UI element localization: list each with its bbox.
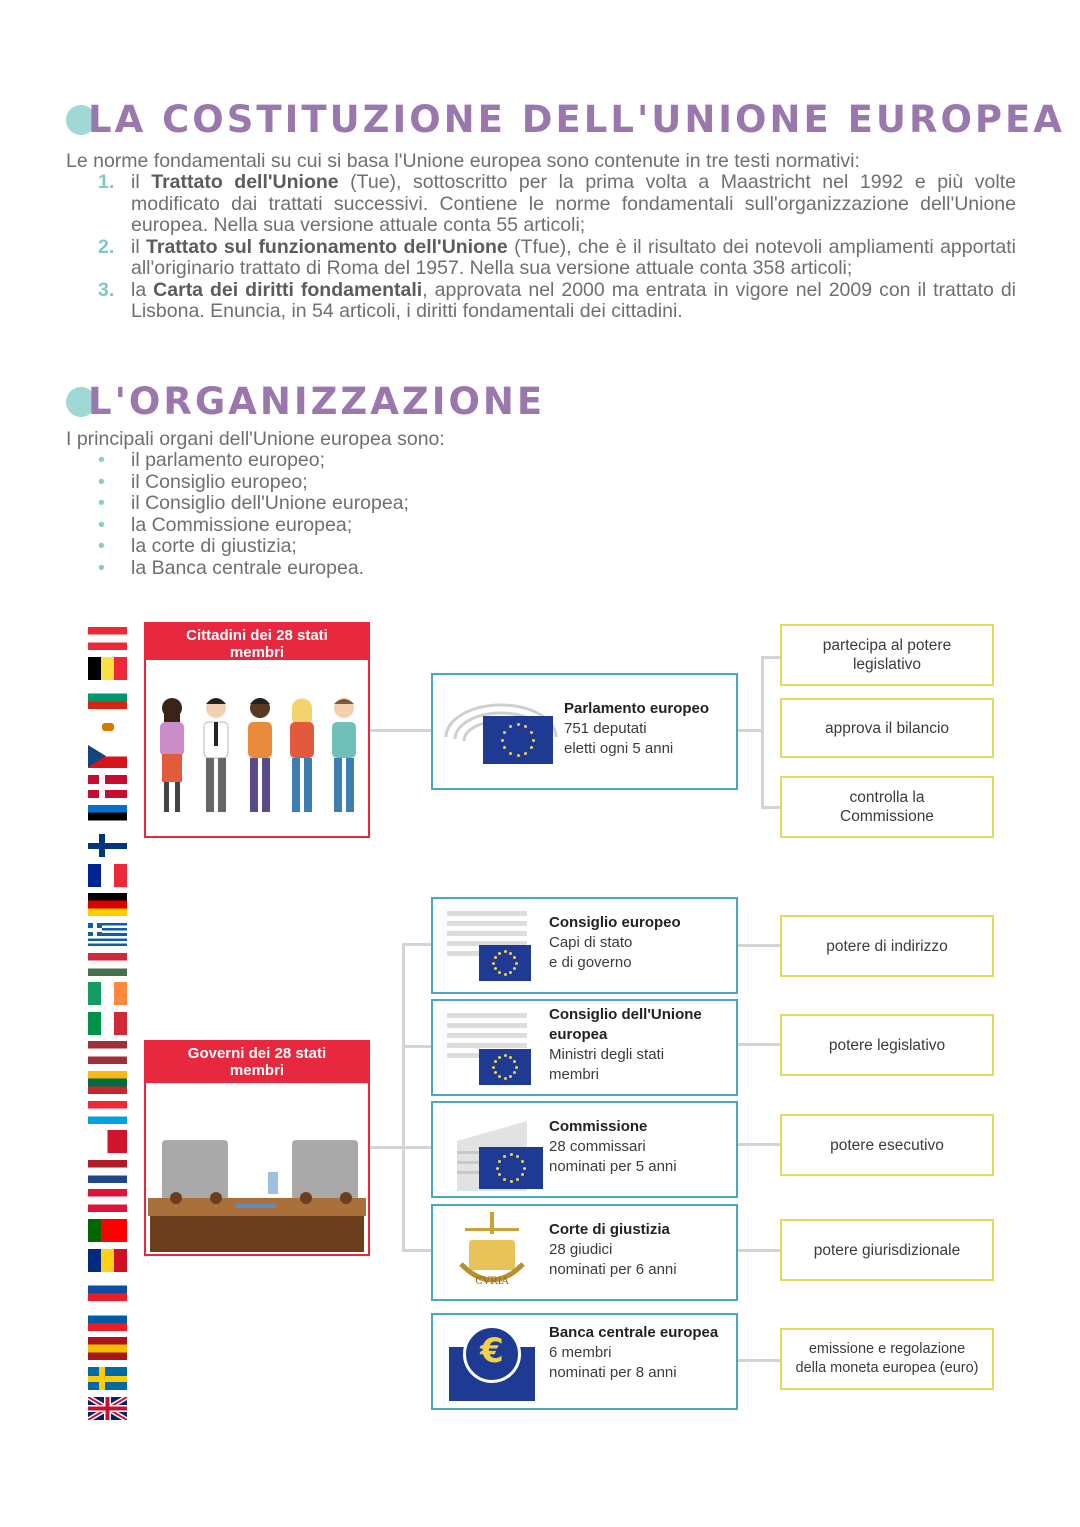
- organ-box-bce: [431, 1313, 738, 1410]
- eu-star-icon: [523, 1167, 526, 1170]
- organ-text: Corte di giustizia 28 giudici nominati per 6 anni: [549, 1221, 677, 1278]
- list-item: • la Banca centrale europea.: [98, 556, 365, 579]
- member-flag-icon: [88, 834, 127, 857]
- power-indirizzo: potere di indirizzo: [780, 915, 994, 977]
- organs-list: [66, 450, 766, 579]
- list-item: [66, 237, 1016, 280]
- list-item-text: il Trattato sul funzionamento dell'Unione (Tfue), che è il risultato dei notevoli ampliamenti apportati all'originario trattato di Roma del 1957. Nella sua versione attuale conta 358 articoli;: [131, 235, 1016, 279]
- eu-star-icon: [515, 962, 518, 965]
- member-flag-icon: [88, 1249, 127, 1272]
- eu-flag-icon: [479, 1049, 531, 1085]
- eu-star-icon: [501, 739, 504, 742]
- eu-star-icon: [492, 962, 495, 965]
- eu-star-icon: [510, 1153, 513, 1156]
- member-flag-icon: [88, 657, 127, 680]
- organ-box-commissione: [431, 1101, 738, 1198]
- list-item-text: la Carta dei diritti fondamentali, approvata nel 2000 ma entrata in vigore nel 2009 con il trattato di Lisbona. Enuncia, in 54 articoli, i diritti fondamentali dei cittadini.: [131, 278, 1016, 322]
- eu-flag-icon: [479, 945, 531, 981]
- eu-star-icon: [510, 1180, 513, 1183]
- connector-line: [737, 729, 762, 732]
- governments-box: [144, 1040, 370, 1256]
- connector-line: [761, 656, 781, 659]
- member-flag-icon: [88, 1189, 127, 1212]
- list-item: • il parlamento europeo;: [98, 449, 326, 471]
- eu-star-icon: [513, 967, 516, 970]
- governments-label: Governi dei 28 stati membri: [146, 1042, 368, 1083]
- connector-line: [761, 806, 781, 809]
- eu-star-icon: [517, 723, 520, 726]
- member-flag-icon: [88, 805, 127, 828]
- eu-star-icon: [498, 1056, 501, 1059]
- citizens-people-illustration: [146, 664, 368, 836]
- member-flag-icon: [88, 864, 127, 887]
- eu-star-icon: [513, 1060, 516, 1063]
- eu-star-icon: [516, 1178, 519, 1181]
- power-legislativo: potere legislativo: [780, 1014, 994, 1076]
- member-flag-icon: [88, 1130, 127, 1153]
- member-flag-icon: [88, 1367, 127, 1390]
- member-flag-icon: [88, 627, 127, 650]
- organ-box-corte-giustizia: [431, 1204, 738, 1301]
- member-flag-icon: [88, 1308, 127, 1331]
- member-flag-icon: [88, 982, 127, 1005]
- eu-star-icon: [515, 1066, 518, 1069]
- eu-star-icon: [509, 752, 512, 755]
- eu-star-icon: [521, 1173, 524, 1176]
- member-flag-icon: [88, 1012, 127, 1035]
- connector-line: [737, 1249, 781, 1252]
- organ-box-consiglio-ue: [431, 999, 738, 1096]
- organ-text: Consiglio dell'Unione europea Ministri degli stati membri: [549, 1006, 702, 1083]
- member-flag-icon: [88, 775, 127, 798]
- member-flag-icon: [88, 923, 127, 946]
- eu-star-icon: [494, 1060, 497, 1063]
- eu-star-icon: [504, 1054, 507, 1057]
- eu-star-icon: [516, 1155, 519, 1158]
- eu-star-icon: [494, 956, 497, 959]
- list-number: 3.: [98, 278, 115, 301]
- connector-line: [737, 1143, 781, 1146]
- eu-star-icon: [524, 752, 527, 755]
- citizens-box: [144, 622, 370, 838]
- eu-star-icon: [509, 1075, 512, 1078]
- eu-star-icon: [503, 1155, 506, 1158]
- power-giurisdizionale: potere giurisdizionale: [780, 1219, 994, 1281]
- connector-line: [402, 1045, 432, 1048]
- treaty-list: [66, 172, 1016, 323]
- eu-star-icon: [509, 952, 512, 955]
- member-flag-icon: [88, 953, 127, 976]
- member-flag-icon: [88, 1397, 127, 1420]
- list-item: [66, 172, 1016, 237]
- connector-line: [761, 656, 764, 808]
- eu-star-icon: [513, 1071, 516, 1074]
- eu-flag-icon: [479, 1147, 543, 1189]
- power-moneta: emissione e regolazione della moneta europea (euro): [780, 1328, 994, 1390]
- connector-line: [737, 944, 781, 947]
- list-item: • la corte di giustizia;: [98, 535, 297, 557]
- power-budget: approva il bilancio: [780, 698, 994, 758]
- member-flag-icon: [88, 893, 127, 916]
- section-title-costituzione: LA COSTITUZIONE DELL'UNIONE EUROPEA: [88, 98, 1065, 141]
- eu-star-icon: [503, 1178, 506, 1181]
- eu-star-icon: [517, 754, 520, 757]
- eu-star-icon: [524, 725, 527, 728]
- eu-star-icon: [498, 1173, 501, 1176]
- eu-star-icon: [504, 950, 507, 953]
- member-flag-icon: [88, 1278, 127, 1301]
- eu-star-icon: [509, 971, 512, 974]
- eu-star-icon: [509, 1056, 512, 1059]
- eu-star-icon: [498, 971, 501, 974]
- eu-star-icon: [504, 973, 507, 976]
- member-flag-icon: [88, 1219, 127, 1242]
- connector-line: [402, 943, 405, 1251]
- member-flag-icon: [88, 716, 127, 739]
- list-item: • il Consiglio europeo;: [98, 470, 308, 493]
- eu-star-icon: [504, 1077, 507, 1080]
- eu-star-icon: [498, 1075, 501, 1078]
- parliament-box: [431, 673, 738, 790]
- member-flag-icon: [88, 1337, 127, 1360]
- eu-star-icon: [498, 952, 501, 955]
- eu-star-icon: [496, 1167, 499, 1170]
- list-number: 1.: [98, 171, 115, 193]
- power-esecutivo: potere esecutivo: [780, 1114, 994, 1176]
- connector-line: [402, 943, 432, 946]
- organ-text: Consiglio europeo Capi di stato e di governo: [549, 914, 681, 971]
- eu-star-icon: [494, 1071, 497, 1074]
- euro-icon: €: [480, 1331, 504, 1371]
- connector-line: [369, 1146, 404, 1149]
- eu-star-icon: [530, 746, 533, 749]
- member-flag-icon: [88, 1160, 127, 1183]
- power-control-commission: controlla la Commissione: [780, 776, 994, 838]
- member-flag-icon: [88, 1071, 127, 1094]
- list-number: 2.: [98, 235, 115, 258]
- connector-line: [369, 729, 432, 732]
- section2-intro: I principali organi dell'Unione europea sono:: [66, 428, 445, 450]
- eu-star-icon: [494, 967, 497, 970]
- eu-star-icon: [521, 1160, 524, 1163]
- list-item: [66, 280, 1016, 323]
- eu-flag-icon: [483, 716, 553, 764]
- eu-star-icon: [509, 725, 512, 728]
- connector-line: [737, 1043, 781, 1046]
- section-title-organizzazione: L'ORGANIZZAZIONE: [88, 380, 546, 423]
- eu-star-icon: [498, 1160, 501, 1163]
- curia-emblem-icon: [453, 1210, 533, 1296]
- organ-text: Banca centrale europea 6 membri nominati per 8 anni: [549, 1324, 719, 1381]
- eu-star-icon: [503, 731, 506, 734]
- organ-text: Commissione 28 commissari nominati per 5 anni: [549, 1118, 677, 1175]
- parliament-text: Parlamento europeo 751 deputati eletti ogni 5 anni: [564, 700, 710, 757]
- list-item: • la Commissione europea;: [98, 513, 353, 536]
- member-flag-icon: [88, 1101, 127, 1124]
- curia-text: CVRIA: [475, 1276, 509, 1287]
- citizens-label: Cittadini dei 28 stati membri: [146, 624, 368, 660]
- list-item: • il Consiglio dell'Unione europea;: [98, 492, 409, 514]
- eu-star-icon: [532, 739, 535, 742]
- member-flag-icon: [88, 745, 127, 768]
- member-flag-icon: [88, 1041, 127, 1064]
- government-table-illustration: [146, 1086, 368, 1256]
- power-legislative-participation: partecipa al potere legislativo: [780, 624, 994, 686]
- eu-star-icon: [503, 746, 506, 749]
- member-flag-icon: [88, 686, 127, 709]
- connector-line: [402, 1146, 432, 1149]
- eu-star-icon: [530, 731, 533, 734]
- section1-intro: Le norme fondamentali su cui si basa l'Unione europea sono contenute in tre testi normativi:: [66, 150, 860, 172]
- eu-star-icon: [492, 1066, 495, 1069]
- organ-box-consiglio-europeo: [431, 897, 738, 994]
- connector-line: [737, 1359, 781, 1362]
- eu-star-icon: [513, 956, 516, 959]
- list-item-text: il Trattato dell'Unione (Tue), sottoscritto per la prima volta a Maastricht nel 1992 e più volte modificato dai trattati successivi. Contiene le norme fondamentali sull'organizzazione dell'Unione europea. Nella sua versione attuale conta 55 articoli;: [131, 171, 1016, 236]
- connector-line: [402, 1249, 432, 1252]
